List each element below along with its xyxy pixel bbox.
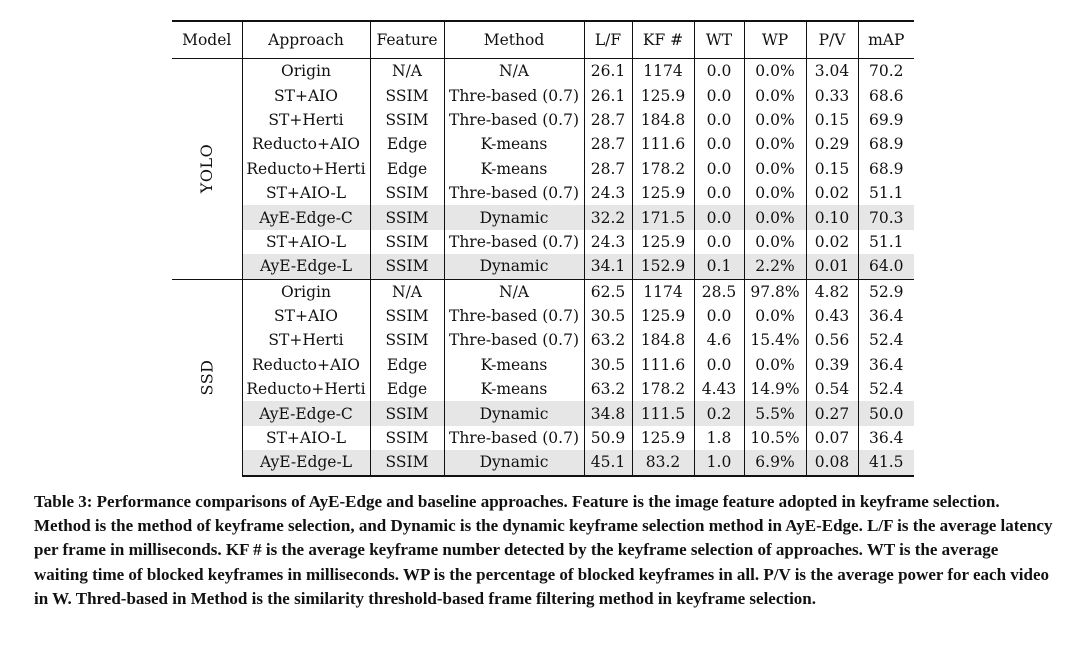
header-method: Method bbox=[444, 21, 584, 59]
table-group-ssd bbox=[172, 279, 914, 476]
cell-approach: ST+Herti bbox=[242, 328, 370, 352]
cell-feature: SSIM bbox=[370, 83, 444, 107]
results-table-container bbox=[172, 20, 914, 477]
model-label-cell bbox=[172, 279, 242, 476]
cell-wt: 0.0 bbox=[694, 59, 744, 84]
cell-wt: 0.1 bbox=[694, 254, 744, 279]
cell-map: 68.9 bbox=[858, 132, 914, 156]
cell-method: Thre-based (0.7) bbox=[444, 328, 584, 352]
cell-method: Thre-based (0.7) bbox=[444, 108, 584, 132]
cell-approach: Reducto+Herti bbox=[242, 157, 370, 181]
cell-feature: Edge bbox=[370, 353, 444, 377]
cell-pv: 0.39 bbox=[806, 353, 858, 377]
table-row bbox=[172, 254, 914, 279]
cell-feature: SSIM bbox=[370, 205, 444, 229]
cell-method: K-means bbox=[444, 132, 584, 156]
cell-map: 52.4 bbox=[858, 328, 914, 352]
cell-lf: 30.5 bbox=[584, 304, 632, 328]
cell-wt: 0.0 bbox=[694, 181, 744, 205]
model-label: YOLO bbox=[197, 144, 217, 194]
table-row bbox=[172, 377, 914, 401]
table-caption: Table 3: Performance comparisons of AyE-Edge and baseline approaches. Feature is the image feature adopted in keyframe selection. Method is the method of keyframe selection, and Dynamic is the dynamic keyframe selection method in AyE-Edge. L/F is the average latency per frame in milliseconds. KF # is the average keyframe number detected by the keyframe selection of approaches. WT is the average waiting time of blocked keyframes in milliseconds. WP is the percentage of blocked keyframes in all. P/V is the average power for each video in W. Thred-based in Method is the similarity threshold-based frame filtering method in keyframe selection. bbox=[34, 492, 1053, 608]
cell-feature: SSIM bbox=[370, 108, 444, 132]
cell-lf: 28.7 bbox=[584, 157, 632, 181]
cell-pv: 0.08 bbox=[806, 450, 858, 475]
cell-method: K-means bbox=[444, 377, 584, 401]
cell-wt: 4.6 bbox=[694, 328, 744, 352]
cell-map: 51.1 bbox=[858, 181, 914, 205]
cell-lf: 26.1 bbox=[584, 83, 632, 107]
cell-approach: ST+AIO-L bbox=[242, 230, 370, 254]
cell-feature: SSIM bbox=[370, 328, 444, 352]
cell-approach: Reducto+AIO bbox=[242, 353, 370, 377]
cell-wt: 4.43 bbox=[694, 377, 744, 401]
cell-wp: 0.0% bbox=[744, 59, 806, 84]
cell-map: 51.1 bbox=[858, 230, 914, 254]
cell-feature: N/A bbox=[370, 59, 444, 84]
cell-map: 52.4 bbox=[858, 377, 914, 401]
cell-wp: 0.0% bbox=[744, 230, 806, 254]
cell-kf: 125.9 bbox=[632, 304, 694, 328]
cell-feature: Edge bbox=[370, 377, 444, 401]
cell-wp: 0.0% bbox=[744, 108, 806, 132]
cell-map: 70.2 bbox=[858, 59, 914, 84]
cell-feature: SSIM bbox=[370, 254, 444, 279]
cell-feature: Edge bbox=[370, 132, 444, 156]
cell-lf: 45.1 bbox=[584, 450, 632, 475]
cell-wp: 0.0% bbox=[744, 157, 806, 181]
cell-wp: 0.0% bbox=[744, 205, 806, 229]
cell-pv: 0.02 bbox=[806, 181, 858, 205]
cell-map: 36.4 bbox=[858, 426, 914, 450]
header-approach: Approach bbox=[242, 21, 370, 59]
cell-kf: 171.5 bbox=[632, 205, 694, 229]
cell-wt: 1.0 bbox=[694, 450, 744, 475]
results-table bbox=[172, 20, 914, 477]
cell-method: N/A bbox=[444, 279, 584, 304]
cell-approach: Reducto+AIO bbox=[242, 132, 370, 156]
cell-wt: 0.0 bbox=[694, 132, 744, 156]
cell-map: 41.5 bbox=[858, 450, 914, 475]
table-row bbox=[172, 401, 914, 425]
header-pv: P/V bbox=[806, 21, 858, 59]
cell-map: 70.3 bbox=[858, 205, 914, 229]
cell-wp: 14.9% bbox=[744, 377, 806, 401]
cell-kf: 125.9 bbox=[632, 83, 694, 107]
cell-method: Dynamic bbox=[444, 450, 584, 475]
cell-approach: AyE-Edge-L bbox=[242, 254, 370, 279]
cell-lf: 28.7 bbox=[584, 132, 632, 156]
cell-lf: 63.2 bbox=[584, 328, 632, 352]
table-row bbox=[172, 108, 914, 132]
cell-lf: 24.3 bbox=[584, 230, 632, 254]
cell-map: 64.0 bbox=[858, 254, 914, 279]
cell-approach: AyE-Edge-L bbox=[242, 450, 370, 475]
cell-lf: 30.5 bbox=[584, 353, 632, 377]
cell-lf: 32.2 bbox=[584, 205, 632, 229]
table-row bbox=[172, 279, 914, 304]
model-label: SSD bbox=[197, 359, 217, 396]
header-wp: WP bbox=[744, 21, 806, 59]
cell-lf: 62.5 bbox=[584, 279, 632, 304]
table-row bbox=[172, 304, 914, 328]
header-model: Model bbox=[172, 21, 242, 59]
cell-pv: 0.10 bbox=[806, 205, 858, 229]
cell-pv: 0.54 bbox=[806, 377, 858, 401]
table-row bbox=[172, 426, 914, 450]
header-lf: L/F bbox=[584, 21, 632, 59]
cell-kf: 184.8 bbox=[632, 108, 694, 132]
cell-method: Dynamic bbox=[444, 401, 584, 425]
cell-lf: 34.8 bbox=[584, 401, 632, 425]
table-group-yolo bbox=[172, 59, 914, 280]
table-row bbox=[172, 59, 914, 84]
cell-kf: 178.2 bbox=[632, 377, 694, 401]
cell-feature: SSIM bbox=[370, 426, 444, 450]
cell-pv: 0.01 bbox=[806, 254, 858, 279]
cell-kf: 1174 bbox=[632, 59, 694, 84]
cell-kf: 125.9 bbox=[632, 426, 694, 450]
cell-wt: 0.0 bbox=[694, 230, 744, 254]
cell-wt: 0.0 bbox=[694, 205, 744, 229]
cell-pv: 0.33 bbox=[806, 83, 858, 107]
cell-pv: 0.07 bbox=[806, 426, 858, 450]
cell-kf: 125.9 bbox=[632, 181, 694, 205]
cell-wt: 0.0 bbox=[694, 353, 744, 377]
cell-lf: 28.7 bbox=[584, 108, 632, 132]
cell-wp: 6.9% bbox=[744, 450, 806, 475]
cell-method: N/A bbox=[444, 59, 584, 84]
cell-kf: 184.8 bbox=[632, 328, 694, 352]
cell-lf: 34.1 bbox=[584, 254, 632, 279]
cell-lf: 26.1 bbox=[584, 59, 632, 84]
cell-method: Thre-based (0.7) bbox=[444, 426, 584, 450]
cell-feature: Edge bbox=[370, 157, 444, 181]
cell-method: Dynamic bbox=[444, 205, 584, 229]
cell-approach: ST+AIO-L bbox=[242, 426, 370, 450]
cell-kf: 178.2 bbox=[632, 157, 694, 181]
cell-kf: 111.6 bbox=[632, 132, 694, 156]
cell-kf: 111.5 bbox=[632, 401, 694, 425]
cell-lf: 63.2 bbox=[584, 377, 632, 401]
table-row bbox=[172, 205, 914, 229]
cell-pv: 3.04 bbox=[806, 59, 858, 84]
table-row bbox=[172, 157, 914, 181]
cell-wp: 0.0% bbox=[744, 353, 806, 377]
cell-wt: 0.2 bbox=[694, 401, 744, 425]
cell-wp: 97.8% bbox=[744, 279, 806, 304]
model-label-cell bbox=[172, 59, 242, 280]
table-row bbox=[172, 450, 914, 475]
header-row bbox=[172, 21, 914, 59]
cell-pv: 0.15 bbox=[806, 108, 858, 132]
cell-feature: SSIM bbox=[370, 450, 444, 475]
cell-approach: ST+AIO-L bbox=[242, 181, 370, 205]
cell-wt: 0.0 bbox=[694, 157, 744, 181]
table-row bbox=[172, 181, 914, 205]
cell-approach: AyE-Edge-C bbox=[242, 401, 370, 425]
cell-wp: 0.0% bbox=[744, 132, 806, 156]
cell-method: Dynamic bbox=[444, 254, 584, 279]
cell-pv: 0.27 bbox=[806, 401, 858, 425]
header-map: mAP bbox=[858, 21, 914, 59]
header-wt: WT bbox=[694, 21, 744, 59]
cell-pv: 4.82 bbox=[806, 279, 858, 304]
cell-wt: 1.8 bbox=[694, 426, 744, 450]
cell-wp: 15.4% bbox=[744, 328, 806, 352]
cell-wp: 2.2% bbox=[744, 254, 806, 279]
table-row bbox=[172, 83, 914, 107]
cell-map: 68.6 bbox=[858, 83, 914, 107]
cell-feature: SSIM bbox=[370, 230, 444, 254]
header-feature: Feature bbox=[370, 21, 444, 59]
cell-kf: 83.2 bbox=[632, 450, 694, 475]
cell-approach: Origin bbox=[242, 279, 370, 304]
cell-map: 68.9 bbox=[858, 157, 914, 181]
cell-wp: 0.0% bbox=[744, 304, 806, 328]
cell-approach: ST+Herti bbox=[242, 108, 370, 132]
cell-feature: SSIM bbox=[370, 401, 444, 425]
cell-wp: 0.0% bbox=[744, 83, 806, 107]
table-header bbox=[172, 21, 914, 59]
cell-map: 36.4 bbox=[858, 304, 914, 328]
header-kf: KF # bbox=[632, 21, 694, 59]
cell-kf: 1174 bbox=[632, 279, 694, 304]
cell-wt: 28.5 bbox=[694, 279, 744, 304]
cell-wt: 0.0 bbox=[694, 304, 744, 328]
cell-method: Thre-based (0.7) bbox=[444, 304, 584, 328]
cell-wp: 0.0% bbox=[744, 181, 806, 205]
cell-lf: 50.9 bbox=[584, 426, 632, 450]
cell-feature: SSIM bbox=[370, 181, 444, 205]
table-row bbox=[172, 353, 914, 377]
cell-wt: 0.0 bbox=[694, 83, 744, 107]
cell-method: K-means bbox=[444, 157, 584, 181]
cell-approach: Origin bbox=[242, 59, 370, 84]
cell-approach: Reducto+Herti bbox=[242, 377, 370, 401]
cell-kf: 111.6 bbox=[632, 353, 694, 377]
cell-method: Thre-based (0.7) bbox=[444, 83, 584, 107]
cell-map: 52.9 bbox=[858, 279, 914, 304]
table-row bbox=[172, 230, 914, 254]
cell-feature: SSIM bbox=[370, 304, 444, 328]
cell-map: 36.4 bbox=[858, 353, 914, 377]
cell-pv: 0.02 bbox=[806, 230, 858, 254]
cell-approach: ST+AIO bbox=[242, 304, 370, 328]
cell-lf: 24.3 bbox=[584, 181, 632, 205]
cell-wp: 5.5% bbox=[744, 401, 806, 425]
cell-pv: 0.29 bbox=[806, 132, 858, 156]
cell-feature: N/A bbox=[370, 279, 444, 304]
cell-pv: 0.43 bbox=[806, 304, 858, 328]
cell-approach: ST+AIO bbox=[242, 83, 370, 107]
cell-method: Thre-based (0.7) bbox=[444, 230, 584, 254]
table-row bbox=[172, 132, 914, 156]
cell-kf: 125.9 bbox=[632, 230, 694, 254]
cell-map: 50.0 bbox=[858, 401, 914, 425]
cell-kf: 152.9 bbox=[632, 254, 694, 279]
cell-method: K-means bbox=[444, 353, 584, 377]
cell-map: 69.9 bbox=[858, 108, 914, 132]
cell-wp: 10.5% bbox=[744, 426, 806, 450]
cell-wt: 0.0 bbox=[694, 108, 744, 132]
cell-method: Thre-based (0.7) bbox=[444, 181, 584, 205]
cell-pv: 0.15 bbox=[806, 157, 858, 181]
cell-pv: 0.56 bbox=[806, 328, 858, 352]
cell-approach: AyE-Edge-C bbox=[242, 205, 370, 229]
table-row bbox=[172, 328, 914, 352]
